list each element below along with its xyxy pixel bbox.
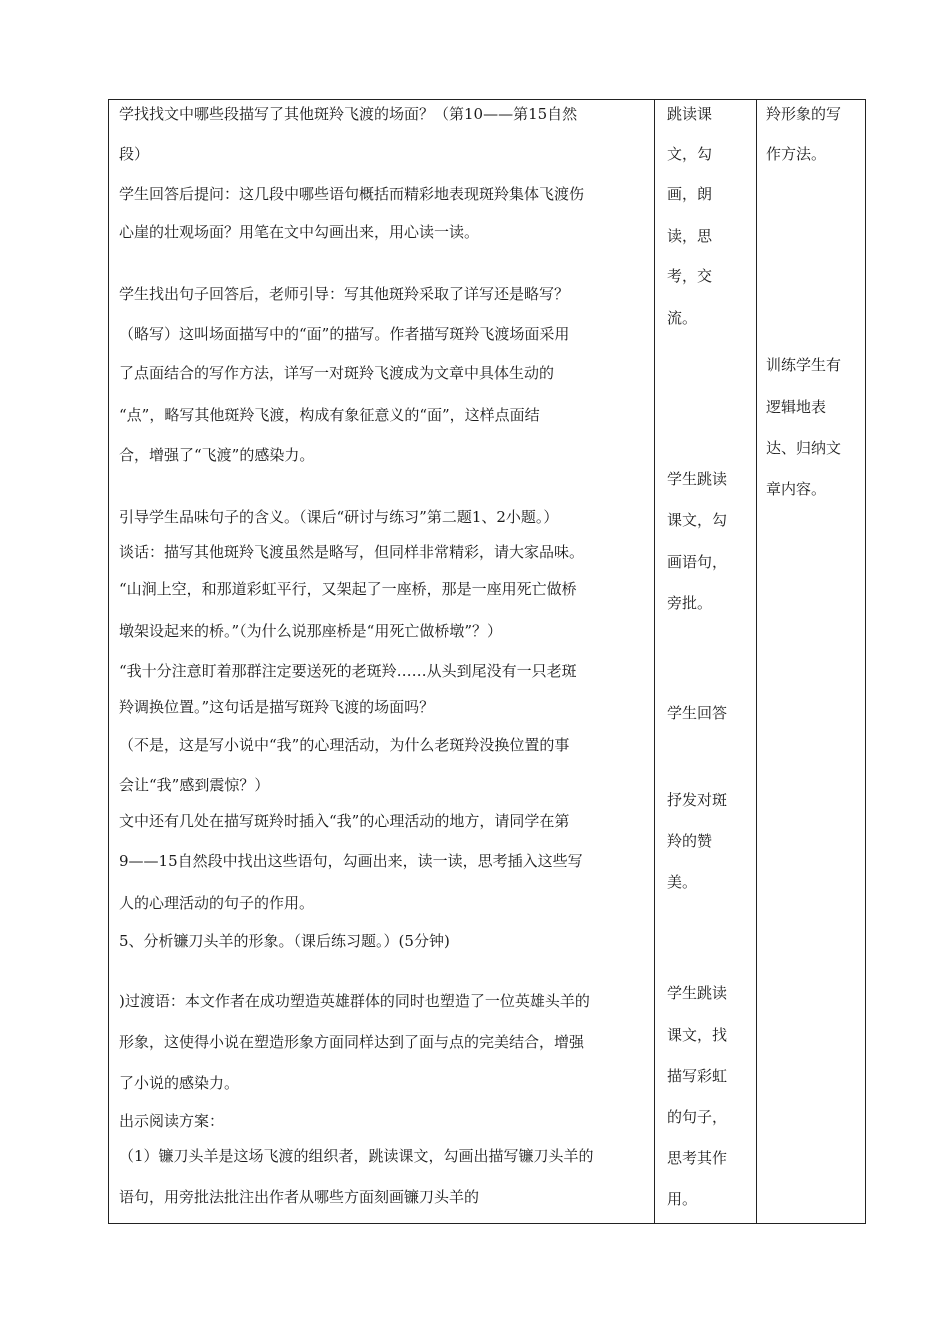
- teaching-process-column: [109, 100, 654, 1223]
- text-line: 合，增强了“飞渡”的感染力。: [119, 446, 315, 464]
- text-line: 抒发对斑: [667, 791, 728, 809]
- text-line: 引导学生品味句子的含义。（课后“研讨与练习”第二题1、2小题。）: [119, 508, 559, 526]
- text-line: 羚调换位置。”这句话是描写斑羚飞渡的场面吗？: [119, 698, 435, 716]
- text-line: 羚形象的写: [766, 105, 842, 123]
- text-line: 了小说的感染力。: [119, 1074, 240, 1092]
- text-line: 流。: [667, 309, 698, 327]
- text-line: （1）镰刀头羊是这场飞渡的组织者，跳读课文，勾画出描写镰刀头羊的: [119, 1147, 594, 1165]
- text-line: 文中还有几处在描写斑羚时插入“我”的心理活动的地方，请同学在第: [119, 812, 570, 830]
- text-line: （不是，这是写小说中“我”的心理活动，为什么老斑羚没换位置的事: [119, 736, 570, 754]
- text-line: 墩架设起来的桥。”（为什么说那座桥是“用死亡做桥墩”？）: [119, 622, 503, 640]
- text-line: 5、分析镰刀头羊的形象。（课后练习题。）(5分钟): [119, 932, 450, 950]
- text-line: 学生回答: [667, 704, 728, 722]
- text-line: 段）: [119, 145, 150, 163]
- text-line: 文，勾: [667, 145, 713, 163]
- design-purpose-column: [757, 100, 865, 1223]
- text-line: 9——15自然段中找出这些语句，勾画出来，读一读，思考插入这些写: [119, 852, 583, 870]
- text-line: 章内容。: [766, 480, 827, 498]
- text-line: “我十分注意盯着那群注定要送死的老斑羚……从头到尾没有一只老斑: [119, 662, 577, 680]
- text-line: 羚的赞: [667, 832, 713, 850]
- text-line: 形象，这使得小说在塑造形象方面同样达到了面与点的完美结合，增强: [119, 1033, 585, 1051]
- text-line: 用。: [667, 1190, 698, 1208]
- text-line: 跳读课: [667, 105, 713, 123]
- text-line: 出示阅读方案：: [119, 1112, 225, 1130]
- text-line: 画语句，: [667, 553, 728, 571]
- text-line: 课文，找: [667, 1026, 728, 1044]
- text-line: 学生找出句子回答后，老师引导：写其他斑羚采取了详写还是略写？: [119, 285, 570, 303]
- text-line: 描写彩虹: [667, 1067, 728, 1085]
- text-line: 旁批。: [667, 594, 713, 612]
- text-line: 画，朗: [667, 185, 713, 203]
- text-line: 人的心理活动的句子的作用。: [119, 894, 315, 912]
- text-line: “点”，略写其他斑羚飞渡，构成有象征意义的“面”，这样点面结: [119, 406, 540, 424]
- text-line: )过渡语：本文作者在成功塑造英雄群体的同时也塑造了一位英雄头羊的: [119, 992, 590, 1010]
- text-line: 了点面结合的写作方法，详写一对斑羚飞渡成为文章中具体生动的: [119, 364, 555, 382]
- student-activity-column: [655, 100, 755, 1223]
- text-line: 学生跳读: [667, 984, 728, 1002]
- text-line: 思考其作: [667, 1149, 728, 1167]
- text-line: 美。: [667, 873, 698, 891]
- text-line: （略写）这叫场面描写中的“面”的描写。作者描写斑羚飞渡场面采用: [119, 325, 570, 343]
- text-line: 会让“我”感到震惊？）: [119, 776, 270, 794]
- text-line: 达、归纳文: [766, 439, 842, 457]
- text-line: 读，思: [667, 227, 713, 245]
- text-line: 的句子，: [667, 1108, 728, 1126]
- text-line: 训练学生有: [766, 356, 842, 374]
- text-line: 学生跳读: [667, 470, 728, 488]
- text-line: 作方法。: [766, 145, 827, 163]
- text-line: 心崖的壮观场面？用笔在文中勾画出来，用心读一读。: [119, 223, 480, 241]
- text-line: 谈话：描写其他斑羚飞渡虽然是略写，但同样非常精彩，请大家品味。: [119, 543, 585, 561]
- text-line: 逻辑地表: [766, 398, 827, 416]
- text-line: 考，交: [667, 267, 713, 285]
- text-line: 学生回答后提问：这几段中哪些语句概括而精彩地表现斑羚集体飞渡伤: [119, 185, 585, 203]
- text-line: “山涧上空，和那道彩虹平行，又架起了一座桥，那是一座用死亡做桥: [119, 580, 577, 598]
- lesson-table: [108, 99, 866, 1224]
- text-line: 语句，用旁批法批注出作者从哪些方面刻画镰刀头羊的: [119, 1188, 480, 1206]
- text-line: 课文，勾: [667, 511, 728, 529]
- text-line: 学找找文中哪些段描写了其他斑羚飞渡的场面？（第10——第15自然: [119, 105, 578, 123]
